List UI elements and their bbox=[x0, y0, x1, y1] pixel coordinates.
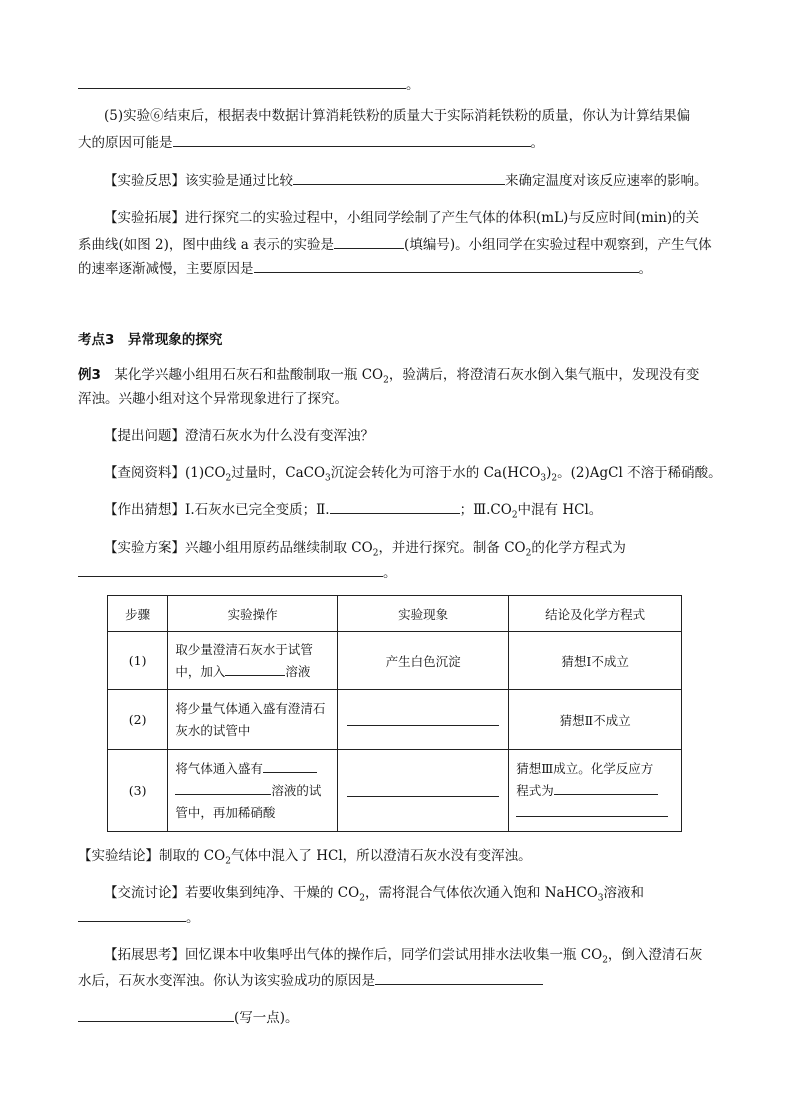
row3-conclusion: 猜想Ⅲ成立。化学反应方 程式为 bbox=[509, 750, 682, 832]
header-conclusion: 结论及化学方程式 bbox=[509, 596, 682, 632]
plan-line-2: 。 bbox=[78, 562, 397, 583]
experiment-table bbox=[107, 595, 682, 832]
row1-step: (1) bbox=[108, 632, 168, 690]
row2-phenomenon bbox=[337, 690, 508, 750]
row2-step: (2) bbox=[108, 690, 168, 750]
reflection-line: 【实验反思】该实验是通过比较 来确定温度对该反应速率的影响。 bbox=[104, 170, 708, 191]
answer-line-0: 。 bbox=[78, 74, 420, 95]
expansion-line-3: (写一点)。 bbox=[78, 1007, 299, 1028]
section-title: 考点3 异常现象的探究 bbox=[78, 332, 223, 348]
header-step: 步骤 bbox=[108, 596, 168, 632]
table-row bbox=[108, 632, 682, 690]
example-3-line-2: 浑浊。兴趣小组对这个异常现象进行了探究。 bbox=[78, 391, 348, 407]
blank[interactable] bbox=[330, 499, 460, 514]
blank[interactable] bbox=[263, 758, 317, 773]
expansion-line-1: 【拓展思考】回忆课本中收集呼出气体的操作后，同学们尝试用排水法收集一瓶 $CO_2$，倒入澄清石灰 bbox=[104, 947, 703, 966]
extension-line-2: 系曲线(如图 2)，图中曲线 a 表示的实验是 (填编号)。小组同学在实验过程中观察到，产生气体 bbox=[78, 234, 712, 255]
blank[interactable] bbox=[173, 132, 531, 147]
discussion-line-2: 。 bbox=[78, 907, 200, 928]
question-5-line-1: (5)实验⑥结束后，根据表中数据计算消耗铁粉的质量大于实际消耗铁粉的质量，你认为计算结果偏 bbox=[104, 108, 691, 124]
hypothesis-line: 【作出猜想】Ⅰ.石灰水已完全变质；Ⅱ. ；$Ⅲ.CO_2$中混有 HCl。 bbox=[104, 499, 602, 520]
blank[interactable] bbox=[78, 1007, 234, 1022]
reference-line: 【查阅资料】$(1)CO_2$过量时，CaCO$_3$沉淀会转化为可溶于水的 $Ca(HCO_3)_2$。(2)AgCl 不溶于稀硝酸。 bbox=[104, 465, 722, 484]
discussion-line-1: 【交流讨论】若要收集到纯净、干燥的 $CO_2$，需将混合气体依次通入饱和 NaHCO$_3$溶液和 bbox=[104, 885, 644, 904]
header-phenomenon: 实验现象 bbox=[337, 596, 508, 632]
header-operation: 实验操作 bbox=[168, 596, 338, 632]
blank[interactable] bbox=[78, 562, 383, 577]
blank[interactable] bbox=[254, 258, 639, 273]
row3-step: (3) bbox=[108, 750, 168, 832]
table-row bbox=[108, 690, 682, 750]
table-header-row bbox=[108, 596, 682, 632]
extension-line-3: 的速率逐渐减慢，主要原因是 。 bbox=[78, 258, 652, 279]
blank[interactable] bbox=[554, 780, 658, 795]
row1-operation: 取少量澄清石灰水于试管 中，加入 溶液 bbox=[168, 632, 338, 690]
blank[interactable] bbox=[78, 907, 186, 922]
blank[interactable] bbox=[334, 234, 404, 249]
row1-conclusion: 猜想Ⅰ不成立 bbox=[509, 632, 682, 690]
example-3-line-1: 例3 某化学兴趣小组用石灰石和盐酸制取一瓶 $CO_2$，验满后，将澄清石灰水倒入集气瓶中，发现没有变 bbox=[78, 367, 700, 386]
expansion-line-2: 水后，石灰水变浑浊。你认为该实验成功的原因是 bbox=[78, 970, 543, 991]
blank[interactable] bbox=[375, 970, 543, 985]
blank[interactable] bbox=[78, 74, 406, 89]
row2-conclusion: 猜想Ⅱ不成立 bbox=[509, 690, 682, 750]
blank[interactable] bbox=[347, 782, 499, 797]
row2-operation: 将少量气体通入盛有澄清石灰水的试管中 bbox=[168, 690, 338, 750]
question-5-line-2: 大的原因可能是 。 bbox=[78, 132, 544, 153]
blank[interactable] bbox=[175, 780, 271, 795]
blank[interactable] bbox=[293, 170, 505, 185]
plan-line-1: 【实验方案】兴趣小组用原药品继续制取 $CO_2$，并进行探究。制备 $CO_2$的化学方程式为 bbox=[104, 540, 626, 559]
blank[interactable] bbox=[347, 711, 499, 726]
blank[interactable] bbox=[516, 802, 668, 817]
blank[interactable] bbox=[225, 661, 285, 676]
conclusion-line: 【实验结论】制取的 $CO_2$气体中混入了 HCl，所以澄清石灰水没有变浑浊。 bbox=[78, 848, 532, 867]
table-row bbox=[108, 750, 682, 832]
row1-phenomenon: 产生白色沉淀 bbox=[337, 632, 508, 690]
question-line: 【提出问题】澄清石灰水为什么没有变浑浊？ bbox=[104, 428, 374, 444]
row3-phenomenon bbox=[337, 750, 508, 832]
row3-operation: 将气体通入盛有 溶液的试 管中，再加稀硝酸 bbox=[168, 750, 338, 832]
extension-line-1: 【实验拓展】进行探究二的实验过程中，小组同学绘制了产生气体的体积(mL)与反应时间(min)的关 bbox=[104, 210, 700, 226]
